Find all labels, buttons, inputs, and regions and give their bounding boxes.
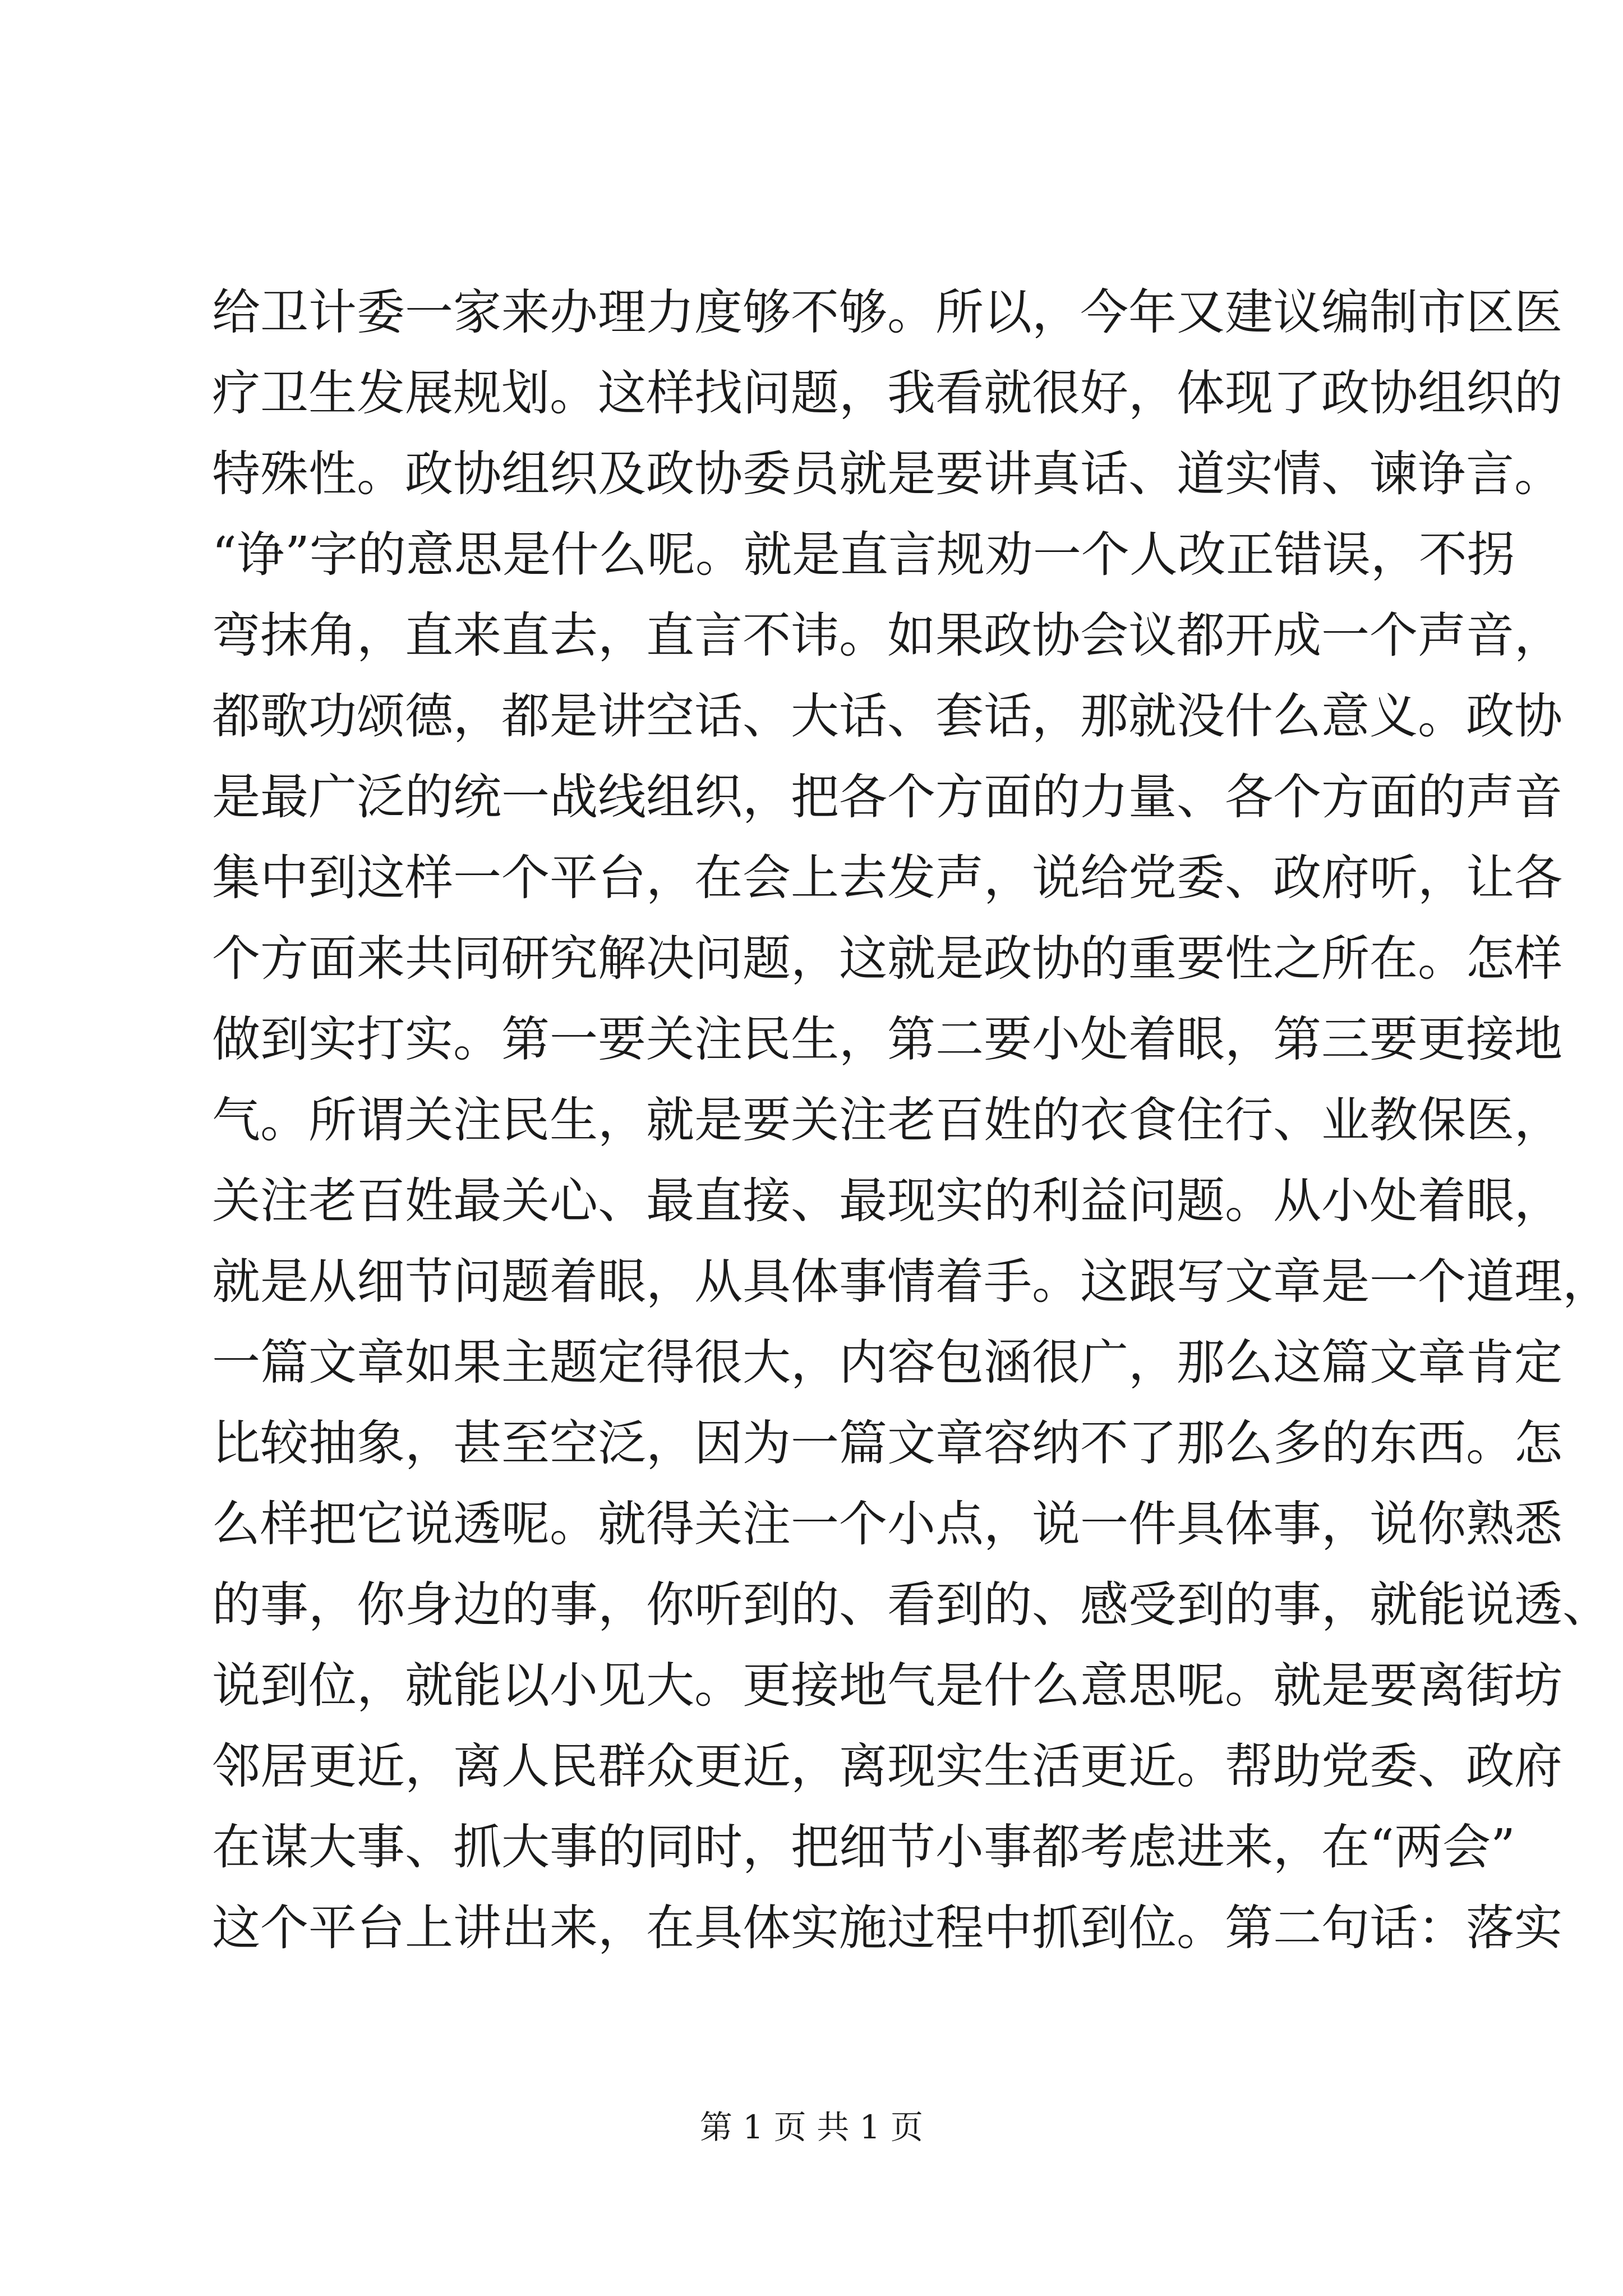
text-line: “诤”字的意思是什么呢。就是直言规劝一个人改正错误，不拐 bbox=[212, 527, 1515, 583]
text-line: 做到实打实。第一要关注民生，第二要小处着眼，第三要更接地 bbox=[212, 1011, 1562, 1068]
text-line: 邻居更近，离人民群众更近，离现实生活更近。帮助党委、政府 bbox=[212, 1738, 1562, 1795]
body-text bbox=[212, 272, 1611, 1968]
text-line: 给卫计委一家来办理力度够不够。所以，今年又建议编制市区医 bbox=[212, 284, 1562, 341]
text-line: 么样把它说透呢。就得关注一个小点，说一件具体事，说你熟悉 bbox=[212, 1496, 1562, 1552]
text-line: 是最广泛的统一战线组织，把各个方面的力量、各个方面的声音 bbox=[212, 769, 1562, 825]
text-line: 个方面来共同研究解决问题，这就是政协的重要性之所在。怎样 bbox=[212, 931, 1562, 987]
text-line: 就是从细节问题着眼，从具体事情着手。这跟写文章是一个道理， bbox=[212, 1254, 1611, 1310]
text-line: 的事，你身边的事，你听到的、看到的、感受到的事，就能说透、 bbox=[212, 1577, 1611, 1633]
text-line: 都歌功颂德，都是讲空话、大话、套话，那就没什么意义。政协 bbox=[212, 688, 1562, 744]
page-number: 第 1 页 共 1 页 bbox=[700, 2108, 923, 2146]
text-line: 说到位，就能以小见大。更接地气是什么意思呢。就是要离街坊 bbox=[212, 1658, 1562, 1714]
text-line: 弯抹角，直来直去，直言不讳。如果政协会议都开成一个声音， bbox=[212, 608, 1562, 664]
page-footer bbox=[0, 2105, 1623, 2150]
text-line: 疗卫生发展规划。这样找问题，我看就很好，体现了政协组织的 bbox=[212, 365, 1562, 421]
text-line: 在谋大事、抓大事的同时，把细节小事都考虑进来，在“两会” bbox=[212, 1819, 1515, 1875]
text-line: 气。所谓关注民生，就是要关注老百姓的衣食住行、业教保医， bbox=[212, 1092, 1562, 1148]
text-line: 集中到这样一个平台，在会上去发声，说给党委、政府听，让各 bbox=[212, 850, 1562, 906]
text-line: 这个平台上讲出来，在具体实施过程中抓到位。第二句话：落实 bbox=[212, 1900, 1562, 1956]
text-line: 特殊性。政协组织及政协委员就是要讲真话、道实情、谏诤言。 bbox=[212, 446, 1562, 502]
text-line: 关注老百姓最关心、最直接、最现实的利益问题。从小处着眼， bbox=[212, 1173, 1562, 1229]
text-line: 一篇文章如果主题定得很大，内容包涵很广，那么这篇文章肯定 bbox=[212, 1335, 1562, 1391]
text-line: 比较抽象，甚至空泛，因为一篇文章容纳不了那么多的东西。怎 bbox=[212, 1415, 1562, 1471]
